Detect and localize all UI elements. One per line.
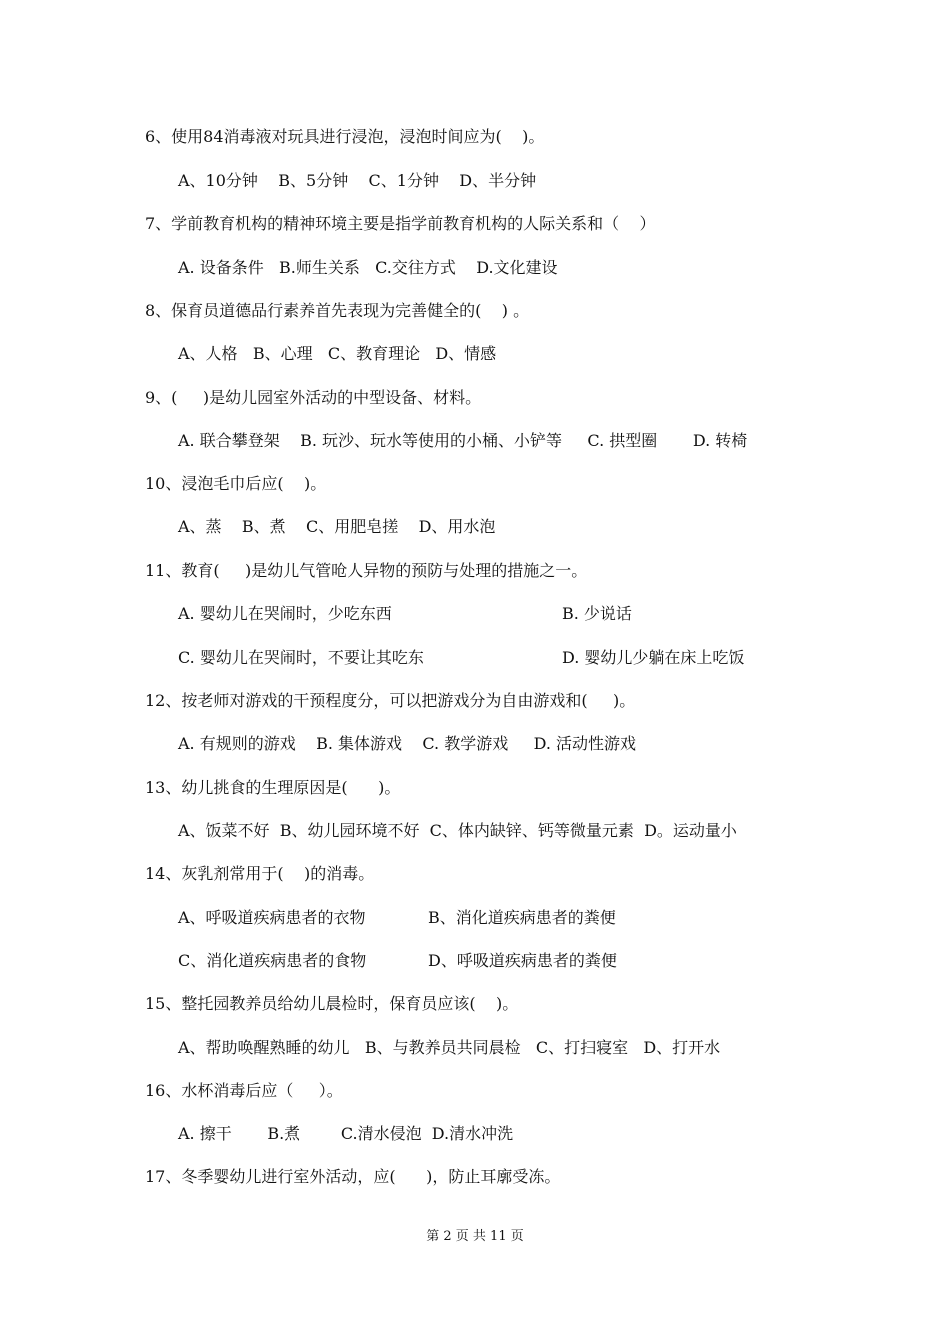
question-9: 9、( )是幼儿园室外活动的中型设备、材料。 xyxy=(145,388,482,407)
options-9: A. 联合攀登架 B. 玩沙、玩水等使用的小桶、小铲等 C. 拱型圈 D. 转椅 xyxy=(178,431,748,450)
option-11-d: D. 婴幼儿少躺在床上吃饭 xyxy=(562,648,745,667)
option-14-b: B、消化道疾病患者的粪便 xyxy=(428,908,616,927)
options-6: A、10分钟 B、5分钟 C、1分钟 D、半分钟 xyxy=(178,171,537,190)
option-14-d: D、呼吸道疾病患者的粪便 xyxy=(428,951,617,970)
question-14: 14、灰乳剂常用于( )的消毒。 xyxy=(145,864,375,883)
question-17: 17、冬季婴幼儿进行室外活动，应( )，防止耳廓受冻。 xyxy=(145,1167,561,1186)
option-14-c: C、消化道疾病患者的食物 xyxy=(178,951,367,970)
option-11-b: B. 少说话 xyxy=(562,604,632,623)
option-11-c: C. 婴幼儿在哭闹时，不要让其吃东 xyxy=(178,648,424,667)
question-11: 11、教育( )是幼儿气管呛人异物的预防与处理的措施之一。 xyxy=(145,561,588,580)
page-footer: 第 2 页 共 11 页 xyxy=(426,1229,524,1244)
option-11-a: A. 婴幼儿在哭闹时，少吃东西 xyxy=(178,604,392,623)
options-8: A、人格 B、心理 C、教育理论 D、情感 xyxy=(178,344,497,363)
question-7: 7、学前教育机构的精神环境主要是指学前教育机构的人际关系和（ ） xyxy=(145,214,656,233)
option-14-a: A、呼吸道疾病患者的衣物 xyxy=(178,908,366,927)
question-15: 15、整托园教养员给幼儿晨检时，保育员应该( )。 xyxy=(145,994,519,1013)
question-12: 12、按老师对游戏的干预程度分，可以把游戏分为自由游戏和( )。 xyxy=(145,691,636,710)
options-16: A. 擦干 B.煮 C.清水侵泡 D.清水冲洗 xyxy=(178,1124,514,1143)
options-7: A. 设备条件 B.师生关系 C.交往方式 D.文化建设 xyxy=(178,258,558,277)
options-10: A、蒸 B、煮 C、用肥皂搓 D、用水泡 xyxy=(178,517,496,536)
question-8: 8、保育员道德品行素养首先表现为完善健全的( ) 。 xyxy=(145,301,530,320)
question-13: 13、幼儿挑食的生理原因是( )。 xyxy=(145,778,401,797)
options-15: A、帮助唤醒熟睡的幼儿 B、与教养员共同晨检 C、打扫寝室 D、打开水 xyxy=(178,1038,721,1057)
question-6: 6、使用84消毒液对玩具进行浸泡，浸泡时间应为( )。 xyxy=(145,127,545,146)
options-13: A、饭菜不好 B、幼儿园环境不好 C、体内缺锌、钙等微量元素 D。运动量小 xyxy=(178,821,737,840)
question-10: 10、浸泡毛巾后应( )。 xyxy=(145,474,327,493)
question-16: 16、水杯消毒后应（ ）。 xyxy=(145,1081,343,1100)
options-12: A. 有规则的游戏 B. 集体游戏 C. 教学游戏 D. 活动性游戏 xyxy=(178,734,637,753)
